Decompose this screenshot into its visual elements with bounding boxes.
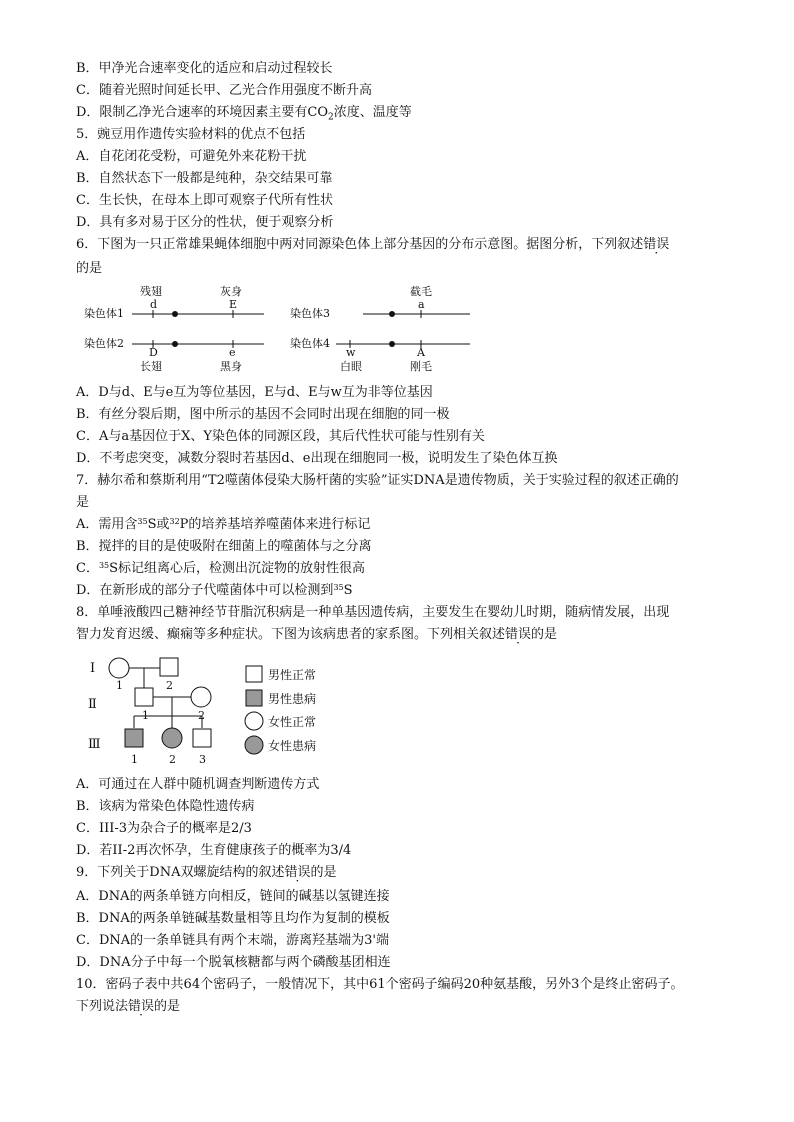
gene-D: D [149,346,158,359]
svg-text:1: 1 [116,679,123,692]
q7-option-d: D．在新形成的部分子代噬菌体中可以检测到$^{35}$S [76,583,353,598]
chr4-label: 染色体4 [290,337,330,350]
generation-2-label: Ⅱ [88,697,97,712]
chr3-label: 染色体3 [290,307,330,320]
legend-female-normal-symbol [245,712,263,730]
trait-black: 黑身 [220,360,242,373]
q8-option-d: D．若II-2再次怀孕，生育健康孩子的概率为3/4 [76,843,352,858]
centromere-4 [389,341,395,347]
q6-option-c: C．A与a基因位于X、Y染色体的同源区段，其后代性状可能与性别有关 [76,429,485,444]
q9-option-a: A．DNA的两条单链方向相反，链间的碱基以氢键连接 [76,889,390,904]
q9-option-c: C．DNA的一条单链具有两个末端，游离羟基端为3'端 [76,933,389,948]
svg-text:1: 1 [131,753,138,766]
generation-1-label: Ⅰ [90,661,96,676]
trait-vestigial: 残翅 [140,285,162,298]
option-b-q4: B．甲净光合速率变化的适应和启动过程较长 [76,61,333,76]
q9-option-b: B．DNA的两条单链碱基数量相等且均作为复制的模板 [76,911,390,926]
legend-male-affected-symbol [246,690,262,706]
question-8: 8．单唾液酸四己糖神经节苷脂沉积病是一种单基因遗传病，主要发生在婴幼儿时期，随病情发展，出现 [76,605,670,620]
svg-text:2: 2 [198,709,205,722]
gene-a: a [418,298,425,311]
question-8-cont: 智力发育迟缓、癫痫等多种症状。下图为该病患者的家系图。下列相关叙述错误的是 [76,627,558,642]
chr2-label: 染色体2 [84,337,124,350]
legend-female-affected-symbol [245,736,263,754]
q8-option-b: B．该病为常染色体隐性遗传病 [76,799,255,814]
q6-option-b: B．有丝分裂后期，图中所示的基因不会同时出现在细胞的同一极 [76,407,450,422]
q6-option-d: D．不考虑突变，减数分裂时若基因d、e出现在细胞同一极，说明发生了染色体互换 [76,451,558,466]
q5-option-b: B．自然状态下一般都是纯种，杂交结果可靠 [76,171,333,186]
q7-option-c: C．$^{35}$S标记组离心后，检测出沉淀物的放射性很高 [76,561,366,576]
centromere-3 [389,311,395,317]
trait-bristle: 刚毛 [410,360,432,373]
pedigree-chart [84,652,344,768]
q7-option-b: B．搅拌的目的是使吸附在细菌上的噬菌体与之分离 [76,539,372,554]
question-9: 9．下列关于DNA双螺旋结构的叙述错误的是 [76,865,337,880]
svg-text:3: 3 [199,753,206,766]
trait-white: 白眼 [340,360,362,373]
gene-A: A [417,346,425,359]
I-1-female-normal [109,658,129,678]
III-3-male-normal [193,729,211,747]
question-6: 6．下图为一只正常雄果蝇体细胞中两对同源染色体上部分基因的分布示意图。据图分析，下列叙述错误 [76,237,670,252]
question-7-cont: 是 [76,495,90,510]
q8-option-c: C．III-3为杂合子的概率是2/3 [76,821,252,836]
option-c-q4: C．随着光照时间延长甲、乙光合作用强度不断升高 [76,83,372,98]
centromere-1 [172,311,178,317]
generation-3-label: Ⅲ [88,737,101,752]
svg-text:2: 2 [169,753,176,766]
II-2-female-normal [191,687,211,707]
question-10: 10．密码子表中共64个密码子，一般情况下，其中61个密码子编码20种氨基酸，另外3个是终止密码子。 [76,977,684,992]
chr1-label: 染色体1 [84,307,124,320]
legend-male-normal: 男性正常 [268,668,317,682]
question-7: 7．赫尔希和蔡斯利用“T2噬菌体侵染大肠杆菌的实验”证实DNA是遗传物质，关于实验过程的叙述正确的 [76,473,679,488]
q8-option-a: A．可通过在人群中随机调查判断遗传方式 [76,777,320,792]
centromere-2 [172,341,178,347]
chromosome-figure [80,282,480,382]
legend-female-affected: 女性患病 [268,739,317,753]
question-10-cont: 下列说法错误的是 [76,999,181,1014]
gene-e: e [229,346,236,359]
q9-option-d: D．DNA分子中每一个脱氧核糖都与两个磷酸基团相连 [76,955,391,970]
option-d-q4: D．限制乙净光合速率的环境因素主要有$CO_2$浓度、温度等 [76,105,412,123]
q5-option-c: C．生长快，在母本上即可观察子代所有性状 [76,193,333,208]
II-1-male-normal [135,688,153,706]
question-6-cont: 的是 [76,261,103,276]
q7-option-a: A．需用含$^{35}$S或$^{32}$P的培养基培养噬菌体来进行标记 [76,517,371,532]
trait-gray: 灰身 [220,285,242,298]
svg-text:1: 1 [142,709,149,722]
III-2-female-affected [162,728,182,748]
III-1-male-affected [125,729,143,747]
legend-male-affected: 男性患病 [268,692,317,706]
I-2-male-normal [160,658,178,676]
q6-option-a: A．D与d、E与e互为等位基因，E与d、E与w互为非等位基因 [76,385,433,400]
trait-bobbed: 截毛 [410,285,432,298]
gene-w: w [346,346,356,359]
gene-d: d [150,298,158,311]
trait-long: 长翅 [140,360,162,373]
legend-female-normal: 女性正常 [268,715,317,729]
question-5: 5．豌豆用作遗传实验材料的优点不包括 [76,127,306,142]
q5-option-a: A．自花闭花受粉，可避免外来花粉干扰 [76,149,307,164]
gene-E: E [229,298,238,311]
svg-text:2: 2 [166,679,173,692]
legend-male-normal-symbol [246,666,262,682]
q5-option-d: D．具有多对易于区分的性状，便于观察分析 [76,215,334,230]
